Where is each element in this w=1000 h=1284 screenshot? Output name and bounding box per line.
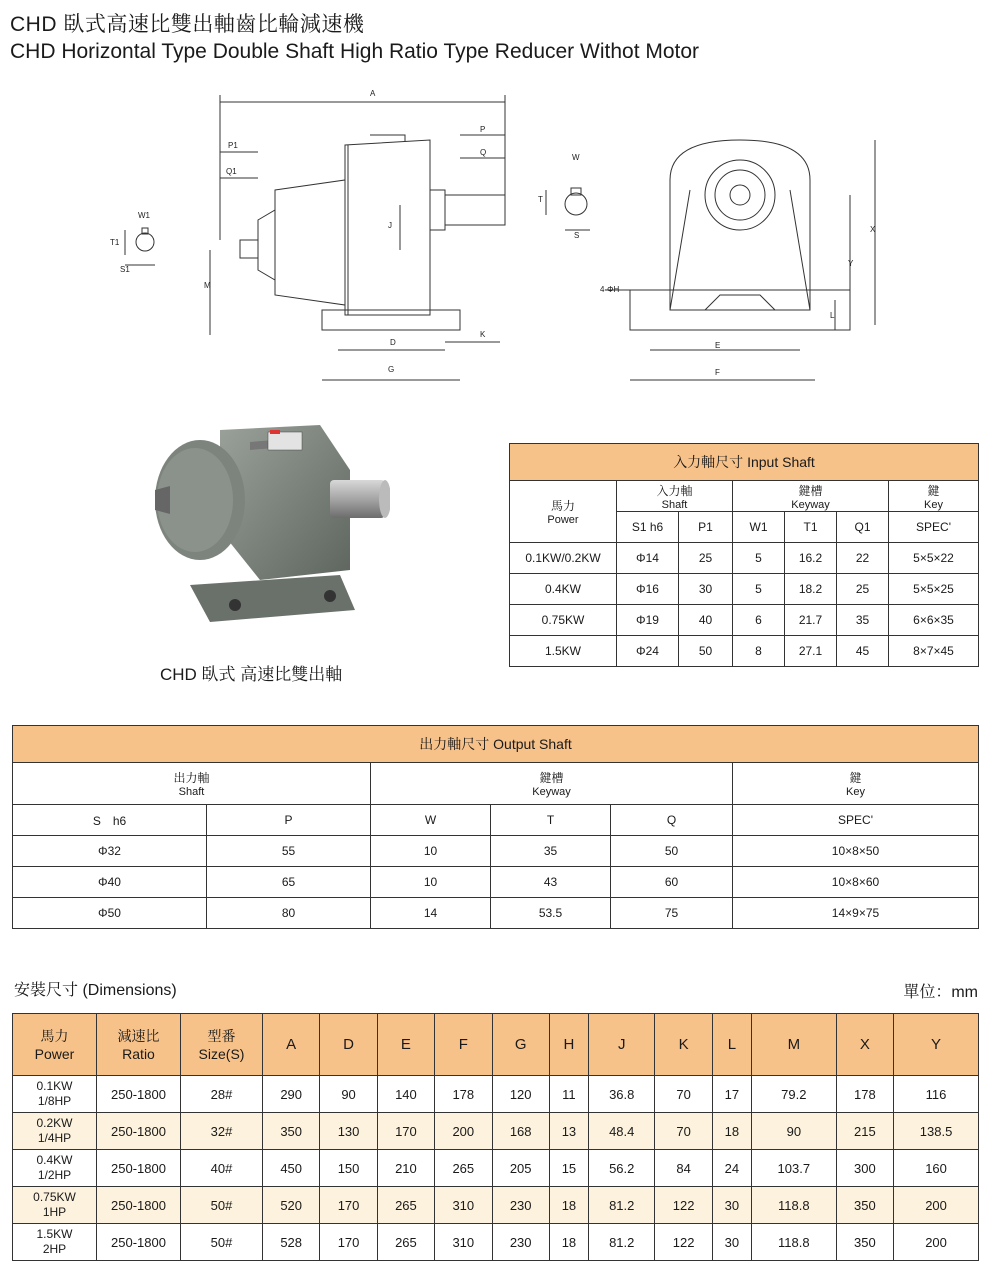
dims-power-kw: 1.5KW	[36, 1227, 73, 1241]
input-shaft-cell: 30	[679, 574, 733, 605]
dims-value-cell: 168	[492, 1113, 549, 1150]
output-shaft-cell: 53.5	[491, 898, 611, 929]
input-col-header: P1	[679, 512, 733, 543]
dims-value-cell: 24	[712, 1150, 751, 1187]
dims-value-cell: 170	[320, 1187, 377, 1224]
output-shaft-cell: 14	[371, 898, 491, 929]
output-shaft-table	[12, 725, 979, 929]
dims-value-cell: 350	[836, 1224, 893, 1261]
dims-value-cell: 290	[263, 1076, 320, 1113]
output-shaft-cell: Φ40	[13, 867, 207, 898]
input-shaft-cell: 18.2	[785, 574, 837, 605]
dims-value-cell: 48.4	[588, 1113, 655, 1150]
output-shaft-rows	[13, 836, 979, 929]
input-col-header: SPEC'	[889, 512, 979, 543]
label-m: M	[204, 281, 211, 290]
input-shaft-cell: 5×5×25	[889, 574, 979, 605]
output-shaft-row	[13, 836, 979, 867]
output-col-header: P	[207, 805, 371, 836]
dims-letter-header: F	[435, 1014, 492, 1076]
input-shaft-cell: Φ16	[617, 574, 679, 605]
input-shaft-cell: 21.7	[785, 605, 837, 636]
dims-value-cell: 122	[655, 1224, 712, 1261]
dims-power-cell	[13, 1150, 97, 1187]
label-a: A	[370, 89, 376, 98]
input-shaft-cell: 8	[733, 636, 785, 667]
label-t: T	[538, 195, 543, 204]
dims-ratio-cell: 250-1800	[97, 1150, 181, 1187]
dims-value-cell: 178	[435, 1076, 492, 1113]
output-shaft-title: 出力軸尺寸 Output Shaft	[13, 726, 979, 763]
dims-value-cell: 130	[320, 1113, 377, 1150]
dims-size-header: 型番 Size(S)	[181, 1014, 263, 1076]
label-p: P	[480, 125, 486, 134]
output-shaft-cell: 60	[611, 867, 733, 898]
dims-power-header: 馬力 Power	[13, 1014, 97, 1076]
input-col-header: T1	[785, 512, 837, 543]
input-shaft-cell: 5	[733, 574, 785, 605]
dims-value-cell: 30	[712, 1224, 751, 1261]
dims-size-cell: 50#	[181, 1187, 263, 1224]
dims-value-cell: 120	[492, 1076, 549, 1113]
output-shaft-cell: 14×9×75	[733, 898, 979, 929]
dims-power-hp: 1/2HP	[37, 1168, 72, 1182]
dims-letter-header: J	[588, 1014, 655, 1076]
page-title-chinese: CHD 臥式高速比雙出軸齒比輪減速機	[10, 13, 365, 36]
dims-value-cell: 210	[377, 1150, 434, 1187]
label-4h: 4-ΦH	[600, 285, 620, 294]
dims-value-cell: 230	[492, 1187, 549, 1224]
technical-drawing	[100, 80, 900, 400]
dims-value-cell: 170	[377, 1113, 434, 1150]
label-x: X	[870, 225, 876, 234]
input-shaft-row	[510, 543, 979, 574]
dims-size-cell: 32#	[181, 1113, 263, 1150]
dims-ratio-cell: 250-1800	[97, 1113, 181, 1150]
input-power-header: 馬力 Power	[510, 481, 617, 543]
dims-size-cell: 40#	[181, 1150, 263, 1187]
dims-letter-header: L	[712, 1014, 751, 1076]
dims-value-cell: 350	[263, 1113, 320, 1150]
dims-value-cell: 140	[377, 1076, 434, 1113]
dims-letter-header: A	[263, 1014, 320, 1076]
output-col-header: S h6	[13, 805, 207, 836]
dims-power-cell	[13, 1224, 97, 1261]
dims-value-cell: 90	[751, 1113, 836, 1150]
input-shaft-cell: 6	[733, 605, 785, 636]
output-keyway-header: 鍵槽 Keyway	[371, 763, 733, 805]
output-col-header: T	[491, 805, 611, 836]
label-t1: T1	[110, 238, 120, 247]
dims-letter-header: D	[320, 1014, 377, 1076]
label-k: K	[480, 330, 486, 339]
unit-label: 單位：mm	[903, 984, 978, 1001]
label-q1: Q1	[226, 167, 237, 176]
dims-value-cell: 205	[492, 1150, 549, 1187]
label-j: J	[388, 221, 392, 230]
dims-value-cell: 118.8	[751, 1224, 836, 1261]
dims-value-cell: 18	[712, 1113, 751, 1150]
label-g: G	[388, 365, 395, 374]
dims-size-cell: 50#	[181, 1224, 263, 1261]
page-title-english: CHD Horizontal Type Double Shaft High Ratio Type Reducer Withot Motor	[10, 40, 700, 63]
dims-power-kw: 0.1KW	[36, 1079, 73, 1093]
dims-ratio-cell: 250-1800	[97, 1076, 181, 1113]
output-shaft-cell: 10×8×60	[733, 867, 979, 898]
dimensions-label: 安裝尺寸 (Dimensions)	[14, 982, 177, 999]
input-shaft-row	[510, 636, 979, 667]
output-col-header: Q	[611, 805, 733, 836]
output-col-header: W	[371, 805, 491, 836]
output-shaft-cell: 65	[207, 867, 371, 898]
output-shaft-row	[13, 867, 979, 898]
dims-value-cell: 103.7	[751, 1150, 836, 1187]
input-shaft-title: 入力軸尺寸 Input Shaft	[510, 444, 979, 481]
dims-value-cell: 160	[894, 1150, 979, 1187]
dims-power-hp: 1/8HP	[37, 1094, 72, 1108]
input-col-header: Q1	[837, 512, 889, 543]
dims-value-cell: 30	[712, 1187, 751, 1224]
input-shaft-row	[510, 574, 979, 605]
label-p1: P1	[228, 141, 238, 150]
input-shaft-cell: 1.5KW	[510, 636, 617, 667]
dims-value-cell: 70	[655, 1113, 712, 1150]
output-shaft-cell: 10×8×50	[733, 836, 979, 867]
dims-letter-header: Y	[894, 1014, 979, 1076]
output-shaft-cell: 10	[371, 867, 491, 898]
dims-value-cell: 118.8	[751, 1187, 836, 1224]
label-d: D	[390, 338, 396, 347]
dims-power-cell	[13, 1076, 97, 1113]
input-shaft-cell: 27.1	[785, 636, 837, 667]
dims-letter-header: M	[751, 1014, 836, 1076]
dims-value-cell: 56.2	[588, 1150, 655, 1187]
label-w: W	[572, 153, 580, 162]
dims-power-kw: 0.2KW	[36, 1116, 73, 1130]
dimensions-row	[13, 1076, 979, 1113]
dims-value-cell: 200	[894, 1187, 979, 1224]
dims-value-cell: 18	[549, 1224, 588, 1261]
dims-power-kw: 0.4KW	[36, 1153, 73, 1167]
dims-letter-header: E	[377, 1014, 434, 1076]
dims-value-cell: 178	[836, 1076, 893, 1113]
dims-value-cell: 150	[320, 1150, 377, 1187]
output-shaft-cell: 80	[207, 898, 371, 929]
input-key-header: 鍵 Key	[889, 481, 979, 512]
dims-power-hp: 1/4HP	[37, 1131, 72, 1145]
dims-size-cell: 28#	[181, 1076, 263, 1113]
dims-value-cell: 310	[435, 1224, 492, 1261]
dims-value-cell: 70	[655, 1076, 712, 1113]
dims-value-cell: 200	[894, 1224, 979, 1261]
input-shaft-header: 入力軸 Shaft	[617, 481, 733, 512]
output-shaft-cell: 55	[207, 836, 371, 867]
input-shaft-cell: 25	[679, 543, 733, 574]
input-col-header: W1	[733, 512, 785, 543]
dims-value-cell: 138.5	[894, 1113, 979, 1150]
input-col-header: S1 h6	[617, 512, 679, 543]
dims-ratio-cell: 250-1800	[97, 1224, 181, 1261]
dims-value-cell: 170	[320, 1224, 377, 1261]
dims-power-cell	[13, 1187, 97, 1224]
input-shaft-cell: 8×7×45	[889, 636, 979, 667]
label-y: Y	[848, 259, 854, 268]
input-shaft-cell: Φ14	[617, 543, 679, 574]
output-col-header: SPEC'	[733, 805, 979, 836]
dims-value-cell: 18	[549, 1187, 588, 1224]
dims-value-cell: 520	[263, 1187, 320, 1224]
input-shaft-cell: Φ24	[617, 636, 679, 667]
input-shaft-cell: 6×6×35	[889, 605, 979, 636]
dims-value-cell: 11	[549, 1076, 588, 1113]
input-shaft-cell: 35	[837, 605, 889, 636]
product-photo	[140, 410, 390, 650]
photo-caption: CHD 臥式 高速比雙出軸	[160, 665, 343, 684]
label-s: S	[574, 231, 580, 240]
output-shaft-cell: 50	[611, 836, 733, 867]
input-shaft-cell: 5	[733, 543, 785, 574]
input-shaft-cell: 0.75KW	[510, 605, 617, 636]
dims-value-cell: 230	[492, 1224, 549, 1261]
dims-value-cell: 350	[836, 1187, 893, 1224]
input-shaft-cell: 25	[837, 574, 889, 605]
dims-power-hp: 1HP	[42, 1205, 67, 1219]
gear-reducer-illustration	[140, 410, 390, 650]
input-shaft-cell: Φ19	[617, 605, 679, 636]
output-shaft-cell: Φ32	[13, 836, 207, 867]
dims-value-cell: 215	[836, 1113, 893, 1150]
input-shaft-cell: 5×5×22	[889, 543, 979, 574]
input-keyway-header: 鍵槽 Keyway	[733, 481, 889, 512]
label-s1: S1	[120, 265, 130, 274]
output-shaft-cell: Φ50	[13, 898, 207, 929]
label-l: L	[830, 311, 835, 320]
dimensions-row	[13, 1224, 979, 1261]
input-shaft-cell: 22	[837, 543, 889, 574]
input-shaft-table	[509, 443, 979, 667]
label-q: Q	[480, 148, 487, 157]
dims-value-cell: 310	[435, 1187, 492, 1224]
dims-value-cell: 116	[894, 1076, 979, 1113]
input-shaft-row	[510, 605, 979, 636]
output-shaft-row	[13, 898, 979, 929]
dims-value-cell: 122	[655, 1187, 712, 1224]
dimension-diagram	[100, 80, 900, 400]
dims-value-cell: 79.2	[751, 1076, 836, 1113]
dims-value-cell: 36.8	[588, 1076, 655, 1113]
output-shaft-cell: 35	[491, 836, 611, 867]
dims-value-cell: 81.2	[588, 1224, 655, 1261]
dims-value-cell: 265	[377, 1224, 434, 1261]
label-f: F	[715, 368, 720, 377]
input-shaft-cell: 50	[679, 636, 733, 667]
dims-value-cell: 265	[435, 1150, 492, 1187]
dims-ratio-cell: 250-1800	[97, 1187, 181, 1224]
output-key-header: 鍵 Key	[733, 763, 979, 805]
input-shaft-cell: 40	[679, 605, 733, 636]
dims-value-cell: 265	[377, 1187, 434, 1224]
dims-value-cell: 200	[435, 1113, 492, 1150]
input-shaft-cell: 16.2	[785, 543, 837, 574]
dimensions-row	[13, 1187, 979, 1224]
output-shaft-header: 出力軸 Shaft	[13, 763, 371, 805]
dimensions-row	[13, 1113, 979, 1150]
dims-value-cell: 15	[549, 1150, 588, 1187]
dims-value-cell: 81.2	[588, 1187, 655, 1224]
dims-value-cell: 300	[836, 1150, 893, 1187]
dims-value-cell: 450	[263, 1150, 320, 1187]
dims-value-cell: 528	[263, 1224, 320, 1261]
dims-value-cell: 13	[549, 1113, 588, 1150]
dims-letter-header: H	[549, 1014, 588, 1076]
dims-power-hp: 2HP	[42, 1242, 67, 1256]
label-w1: W1	[138, 211, 150, 220]
dims-power-cell	[13, 1113, 97, 1150]
dims-ratio-header: 減速比 Ratio	[97, 1014, 181, 1076]
output-shaft-cell: 75	[611, 898, 733, 929]
dimensions-row	[13, 1150, 979, 1187]
output-shaft-cell: 43	[491, 867, 611, 898]
input-shaft-cell: 0.4KW	[510, 574, 617, 605]
dims-value-cell: 84	[655, 1150, 712, 1187]
output-shaft-cell: 10	[371, 836, 491, 867]
dims-letter-header: G	[492, 1014, 549, 1076]
input-shaft-rows	[510, 543, 979, 667]
dimensions-table	[12, 1013, 979, 1261]
dims-value-cell: 17	[712, 1076, 751, 1113]
input-shaft-cell: 0.1KW/0.2KW	[510, 543, 617, 574]
dims-value-cell: 90	[320, 1076, 377, 1113]
dimensions-rows	[13, 1076, 979, 1261]
dims-letter-header: K	[655, 1014, 712, 1076]
dims-power-kw: 0.75KW	[33, 1190, 76, 1204]
label-e: E	[715, 341, 721, 350]
dims-letter-header: X	[836, 1014, 893, 1076]
input-shaft-cell: 45	[837, 636, 889, 667]
